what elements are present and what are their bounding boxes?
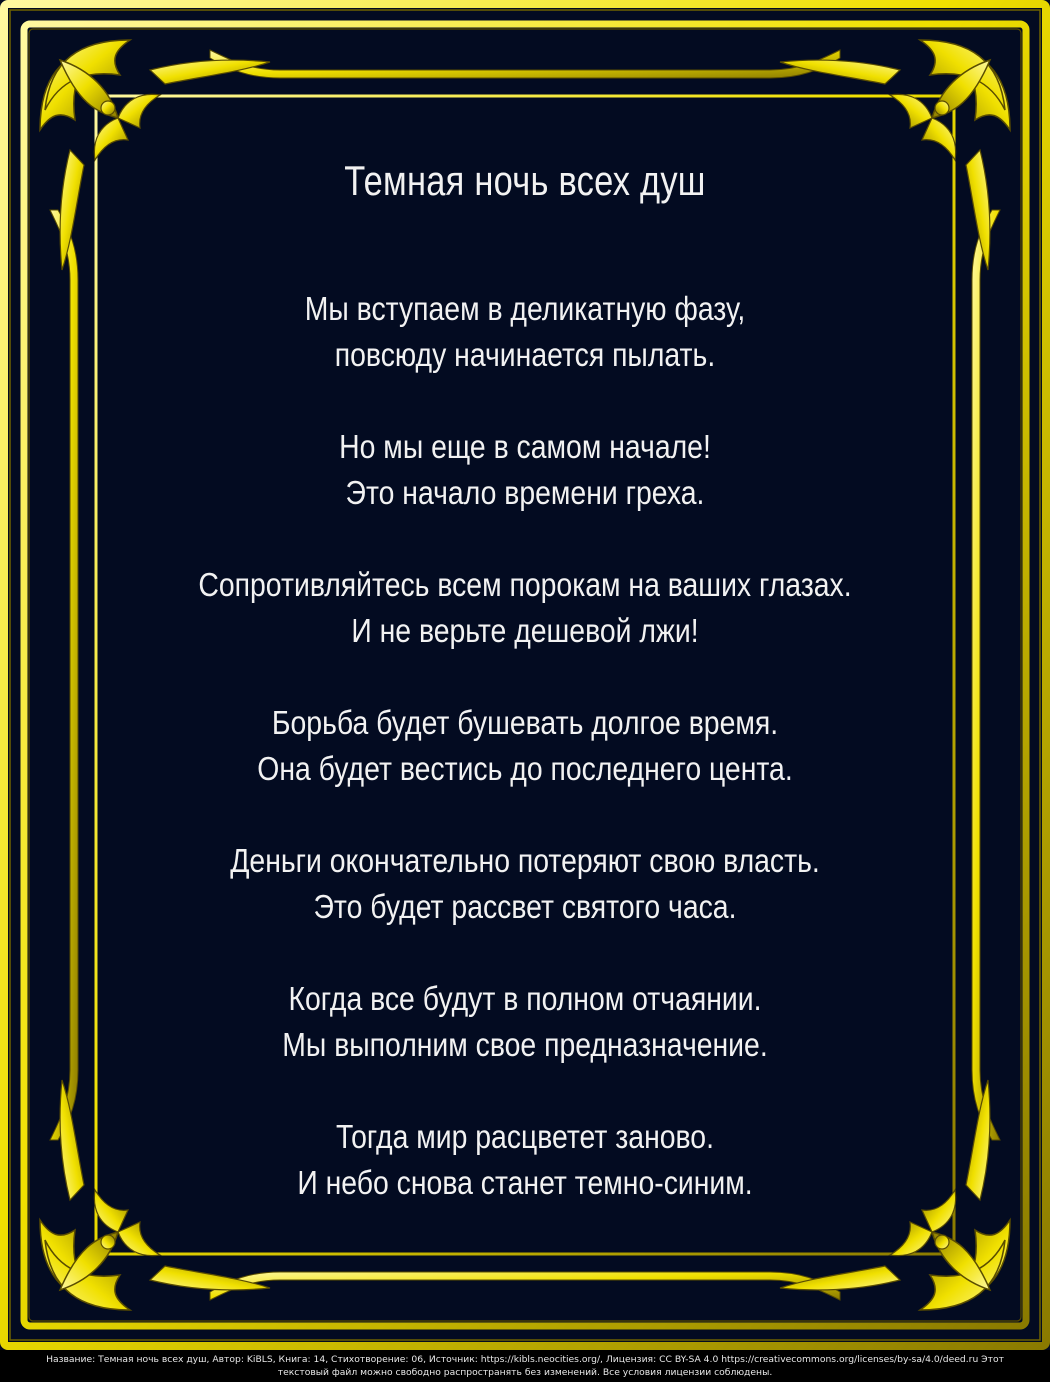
poem-line: Когда все будут в полном отчаянии. [288, 980, 762, 1017]
footer-line-2: текстовый файл можно свободно распространять без изменений. Все условия лицензии соблюдены. [277, 1367, 773, 1378]
poem-line: И не верьте дешевой лжи! [351, 612, 699, 649]
stanza-4 [120, 700, 930, 792]
poem-stanzas [120, 286, 930, 1206]
stanza-6 [120, 976, 930, 1068]
poem-line: Это начало времени греха. [345, 474, 705, 511]
stanza-3 [120, 562, 930, 654]
poem-line: повсюду начинается пылать. [334, 336, 716, 373]
footer-line-1: Название: Темная ночь всех душ, Автор: KiBLS, Книга: 14, Стихотворение: 06, Источник: https://kibls.neocities.org/, Лицензия: CC BY-SA 4.0 https://creativecommons.org/licenses/by-sa/4.0/deed.ru Этот [46, 1354, 1004, 1365]
poem-line: Но мы еще в самом начале! [339, 428, 711, 465]
poem-line: Деньги окончательно потеряют свою власть. [230, 842, 820, 879]
poem-line: Это будет рассвет святого часа. [313, 888, 737, 925]
license-footer [0, 1350, 1050, 1382]
stanza-7 [120, 1114, 930, 1206]
poem-line: Борьба будет бушевать долгое время. [271, 704, 779, 741]
poem-line: Тогда мир расцветет заново. [336, 1118, 714, 1155]
stanza-2 [120, 424, 930, 516]
poem-line: Она будет вестись до последнего цента. [257, 750, 793, 787]
poem-line: И небо снова станет темно-синим. [297, 1164, 753, 1201]
stanza-1 [120, 286, 930, 378]
poem [120, 148, 930, 1206]
poem-line: Мы вступаем в деликатную фазу, [304, 290, 746, 327]
poem-line: Сопротивляйтесь всем порокам на ваших глазах. [198, 566, 852, 603]
poem-title: Темная ночь всех душ [344, 157, 706, 204]
poem-line: Мы выполним свое предназначение. [282, 1026, 768, 1063]
stanza-5 [120, 838, 930, 930]
